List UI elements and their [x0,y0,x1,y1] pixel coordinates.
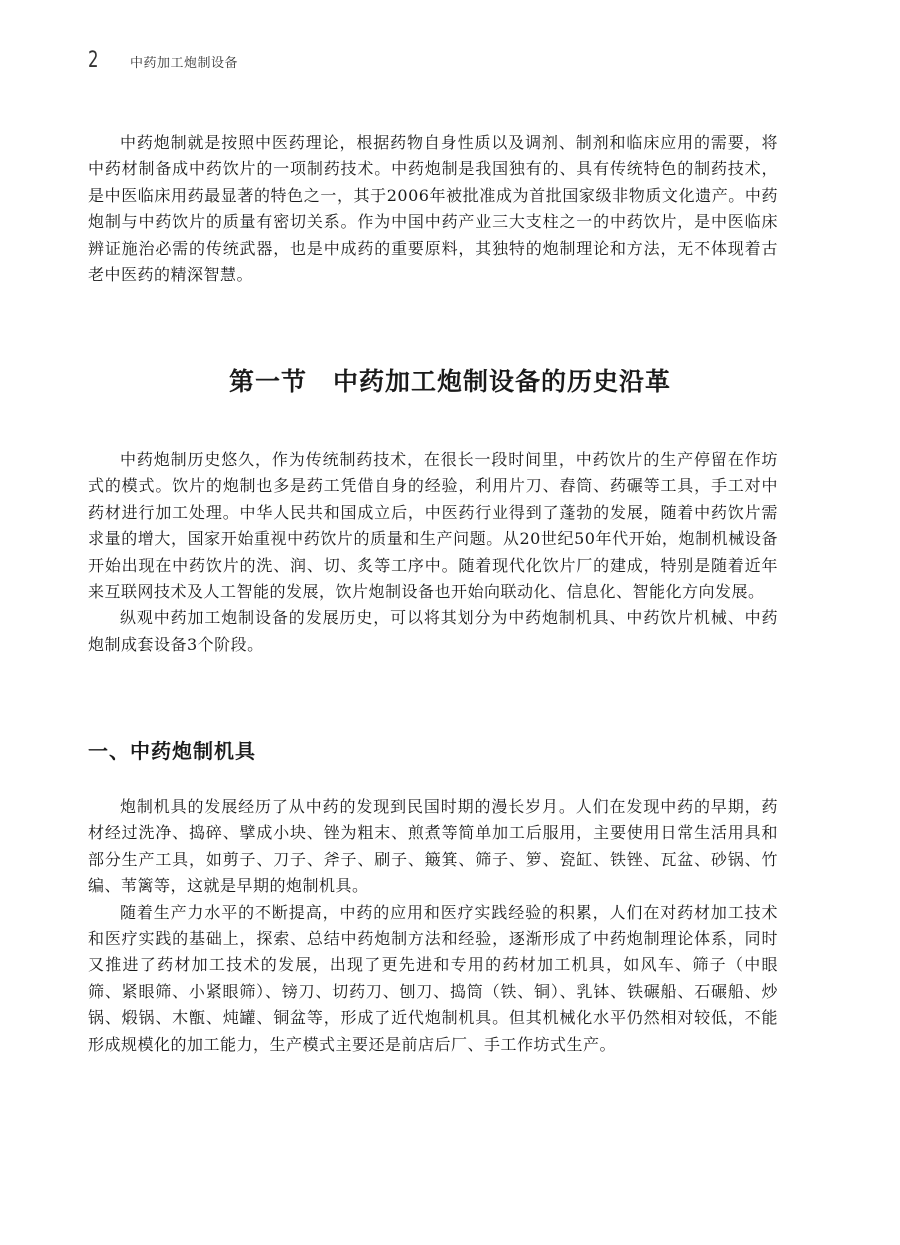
section-paragraph-1: 中药炮制历史悠久，作为传统制药技术，在很长一段时间里，中药饮片的生产停留在作坊式的模式。饮片的炮制也多是药工凭借自身的经验，利用片刀、舂筒、药碾等工具，手工对中药材进行加工处理。中华人民共和国成立后，中医药行业得到了蓬勃的发展，随着中药饮片需求量的增大，国家开始重视中药饮片的质量和生产问题。从20世纪50年代开始，炮制机械设备开始出现在中药饮片的洗、润、切、炙等工序中。随着现代化饮片厂的建成，特别是随着近年来互联网技术及人工智能的发展，饮片炮制设备也开始向联动化、信息化、智能化方向发展。 [88,450,778,602]
running-header [88,48,238,78]
subsection-body [88,794,778,1058]
section-paragraph-2: 纵观中药加工炮制设备的发展历史，可以将其划分为中药炮制机具、中药饮片机械、中药炮制成套设备3个阶段。 [88,608,778,654]
subsection-paragraph-2: 随着生产力水平的不断提高，中药的应用和医疗实践经验的积累，人们在对药材加工技术和医疗实践的基础上，探索、总结中药炮制方法和经验，逐渐形成了中药炮制理论体系，同时又推进了药材加工技术的发展，出现了更先进和专用的药材加工机具，如风车、筛子（中眼筛、紧眼筛、小紧眼筛）、镑刀、切药刀、刨刀、捣筒（铁、铜）、乳钵、铁碾船、石碾船、炒锅、煅锅、木甑、炖罐、铜盆等，形成了近代炮制机具。但其机械化水平仍然相对较低，不能形成规模化的加工能力，生产模式主要还是前店后厂、手工作坊式生产。 [88,902,778,1054]
intro-paragraph: 中药炮制就是按照中医药理论，根据药物自身性质以及调剂、制剂和临床应用的需要，将中药材制备成中药饮片的一项制药技术。中药炮制是我国独有的、具有传统特色的制药技术，是中医临床用药最显著的特色之一，其于2006年被批准成为首批国家级非物质文化遗产。中药炮制与中药饮片的质量有密切关系。作为中国中药产业三大支柱之一的中药饮片，是中医临床辨证施治必需的传统武器，也是中成药的重要原料，其独特的炮制理论和方法，无不体现着古老中医药的精深智慧。 [88,133,778,285]
section-body [88,447,778,658]
subsection-title: 一、中药炮制机具 [88,739,256,763]
subsection-paragraph-1: 炮制机具的发展经历了从中药的发现到民国时期的漫长岁月。人们在发现中药的早期，药材经过洗净、捣碎、擘成小块、锉为粗末、煎煮等简单加工后服用，主要使用日常生活用具和部分生产工具，如剪子、刀子、斧子、刷子、簸箕、筛子、箩、瓷缸、铁锉、瓦盆、砂锅、竹编、苇篱等，这就是早期的炮制机具。 [88,797,778,896]
section-title: 第一节 中药加工炮制设备的历史沿革 [228,367,671,396]
running-title: 中药加工炮制设备 [130,56,239,71]
page-number: 2 [88,48,99,73]
intro-block [88,130,778,288]
